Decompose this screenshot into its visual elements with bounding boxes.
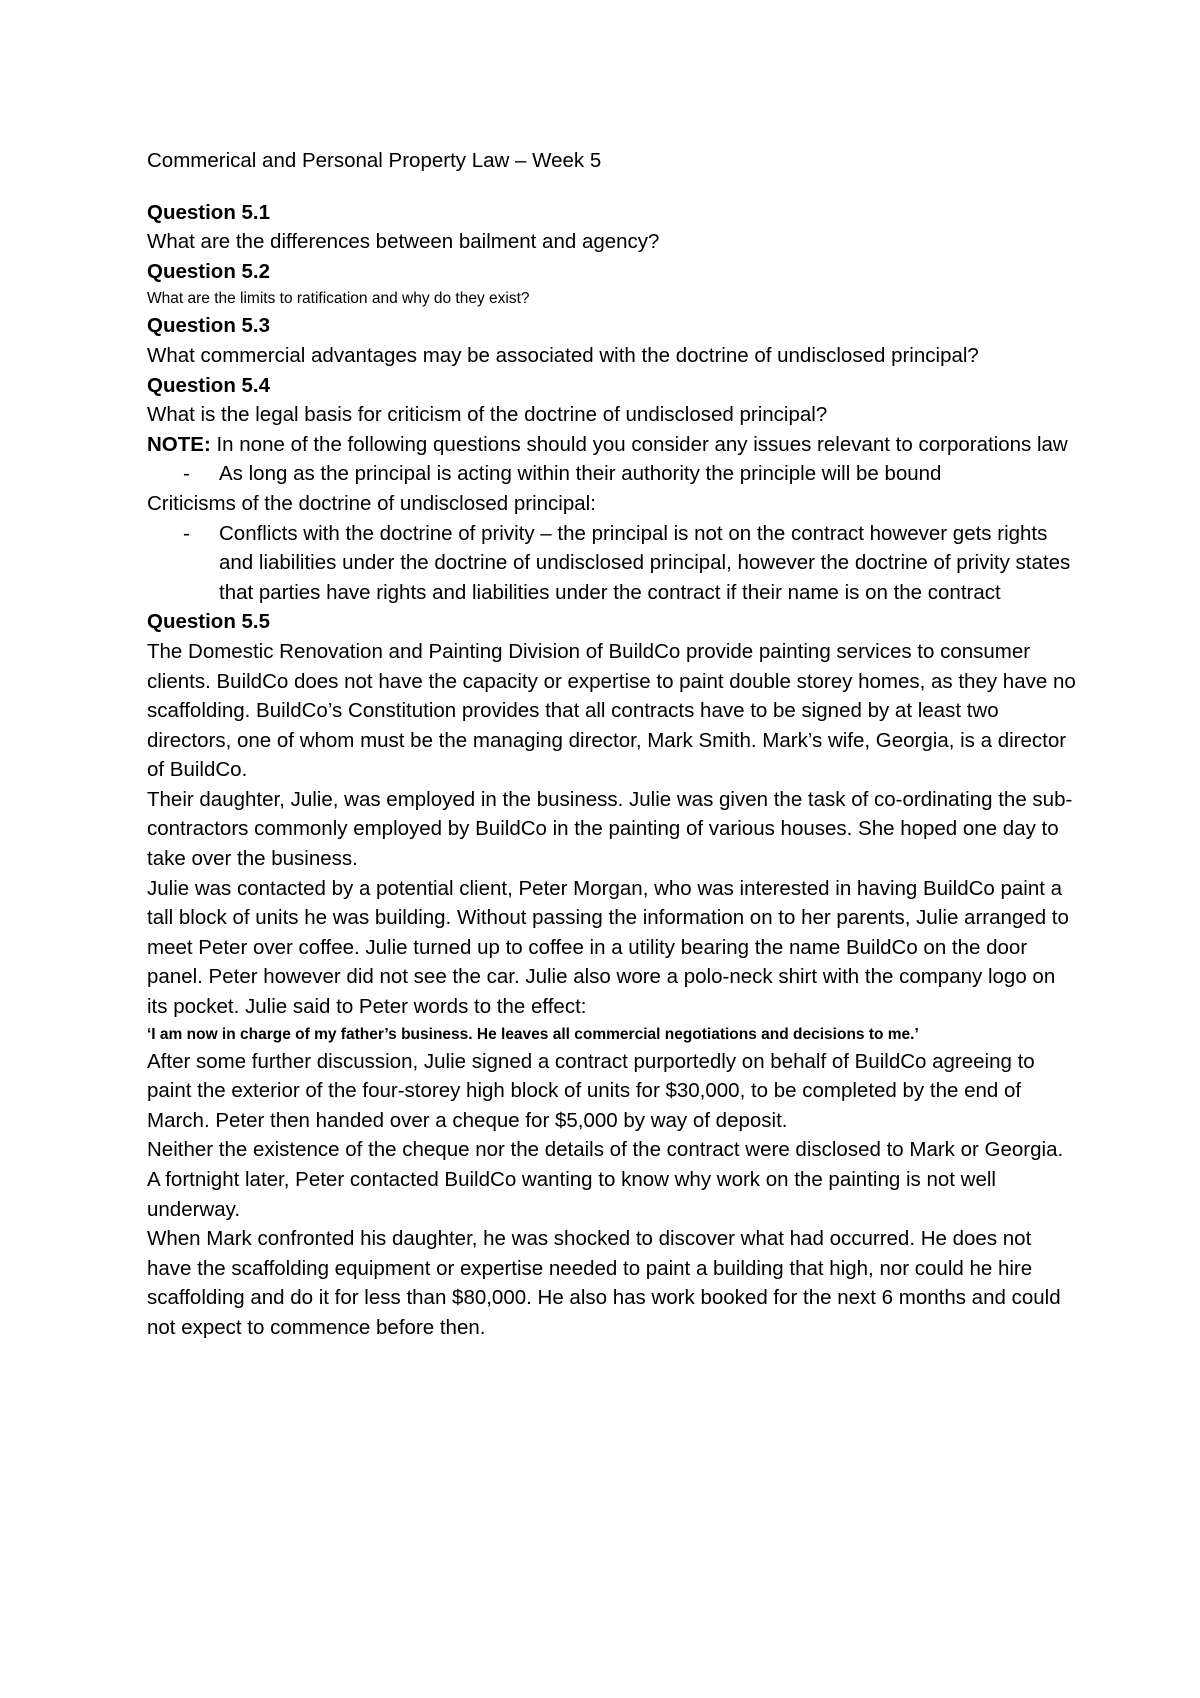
note-text: In none of the following questions should you consider any issues relevant to corporations law [210, 432, 1068, 456]
question-5-3-text: What commercial advantages may be associated with the doctrine of undisclosed principal? [147, 343, 979, 367]
bullet-list-authority [147, 459, 1077, 489]
bullet-text: As long as the principal is acting within their authority the principle will be bound [219, 462, 942, 486]
note-paragraph [147, 430, 1077, 460]
question-5-5-quote: ‘I am now in charge of my father’s business. He leaves all commercial negotiations and decisions to me.’ [147, 1025, 919, 1043]
bullet-list-criticisms [147, 519, 1077, 608]
question-5-1-heading: Question 5.1 [147, 200, 271, 224]
note-label: NOTE: [147, 432, 211, 456]
question-5-2-heading: Question 5.2 [147, 259, 271, 283]
question-5-4-heading: Question 5.4 [147, 373, 271, 397]
document-title: Commerical and Personal Property Law – Week 5 [147, 149, 602, 172]
question-5-5-paragraph-4: After some further discussion, Julie signed a contract purportedly on behalf of BuildCo agreeing to paint the exterior of the four-storey high block of units for $30,000, to be completed by the end of March. Peter then handed over a cheque for $5,000 by way of deposit. [147, 1049, 1035, 1132]
document-page [147, 146, 1077, 1343]
question-5-5-paragraph-2: Their daughter, Julie, was employed in the business. Julie was given the task of co-ordinating the sub-contractors commonly employed by BuildCo in the painting of various houses. She hoped one day to take over the business. [147, 787, 1073, 871]
dash-bullet: - [183, 462, 190, 486]
question-5-5-paragraph-6: A fortnight later, Peter contacted BuildCo wanting to know why work on the painting is not well underway. [147, 1168, 996, 1221]
question-5-1-text: What are the differences between bailment and agency? [147, 230, 660, 254]
question-5-5-heading: Question 5.5 [147, 610, 271, 634]
question-5-2-text: What are the limits to ratification and why do they exist? [147, 290, 530, 308]
question-5-4-text: What is the legal basis for criticism of the doctrine of undisclosed principal? [147, 403, 828, 427]
bullet-text: Conflicts with the doctrine of privity – the principal is not on the contract however gets rights and liabilities under the doctrine of undisclosed principal, however the doctrine of privity states that parties have rights and liabilities under the contract if their name is on the contract [219, 521, 1071, 604]
list-item [183, 459, 1077, 489]
question-5-3-heading: Question 5.3 [147, 314, 271, 338]
dash-bullet: - [183, 521, 190, 545]
question-5-5-paragraph-1: The Domestic Renovation and Painting Division of BuildCo provide painting services to consumer clients. BuildCo does not have the capacity or expertise to paint double storey homes, as they have no scaffolding. BuildCo’s Constitution provides that all contracts have to be signed by at least two directors, one of whom must be the managing director, Mark Smith. Mark’s wife, Georgia, is a director of BuildCo. [147, 639, 1076, 782]
question-5-5-paragraph-5: Neither the existence of the cheque nor the details of the contract were disclosed to Mark or Georgia. [147, 1138, 1064, 1162]
question-5-5-paragraph-7: When Mark confronted his daughter, he was shocked to discover what had occurred. He does not have the scaffolding equipment or expertise needed to paint a building that high, nor could he hire scaffolding and do it for less than $80,000. He also has work booked for the next 6 months and could not expect to commence before then. [147, 1227, 1061, 1339]
list-item [183, 519, 1077, 608]
criticisms-heading: Criticisms of the doctrine of undisclosed principal: [147, 491, 596, 515]
question-5-5-paragraph-3: Julie was contacted by a potential client, Peter Morgan, who was interested in having BuildCo paint a tall block of units he was building. Without passing the information on to her parents, Julie arranged to meet Peter over coffee. Julie turned up to coffee in a utility bearing the name BuildCo on the door panel. Peter however did not see the car. Julie also wore a polo-neck shirt with the company logo on its pocket. Julie said to Peter words to the effect: [147, 876, 1069, 1019]
